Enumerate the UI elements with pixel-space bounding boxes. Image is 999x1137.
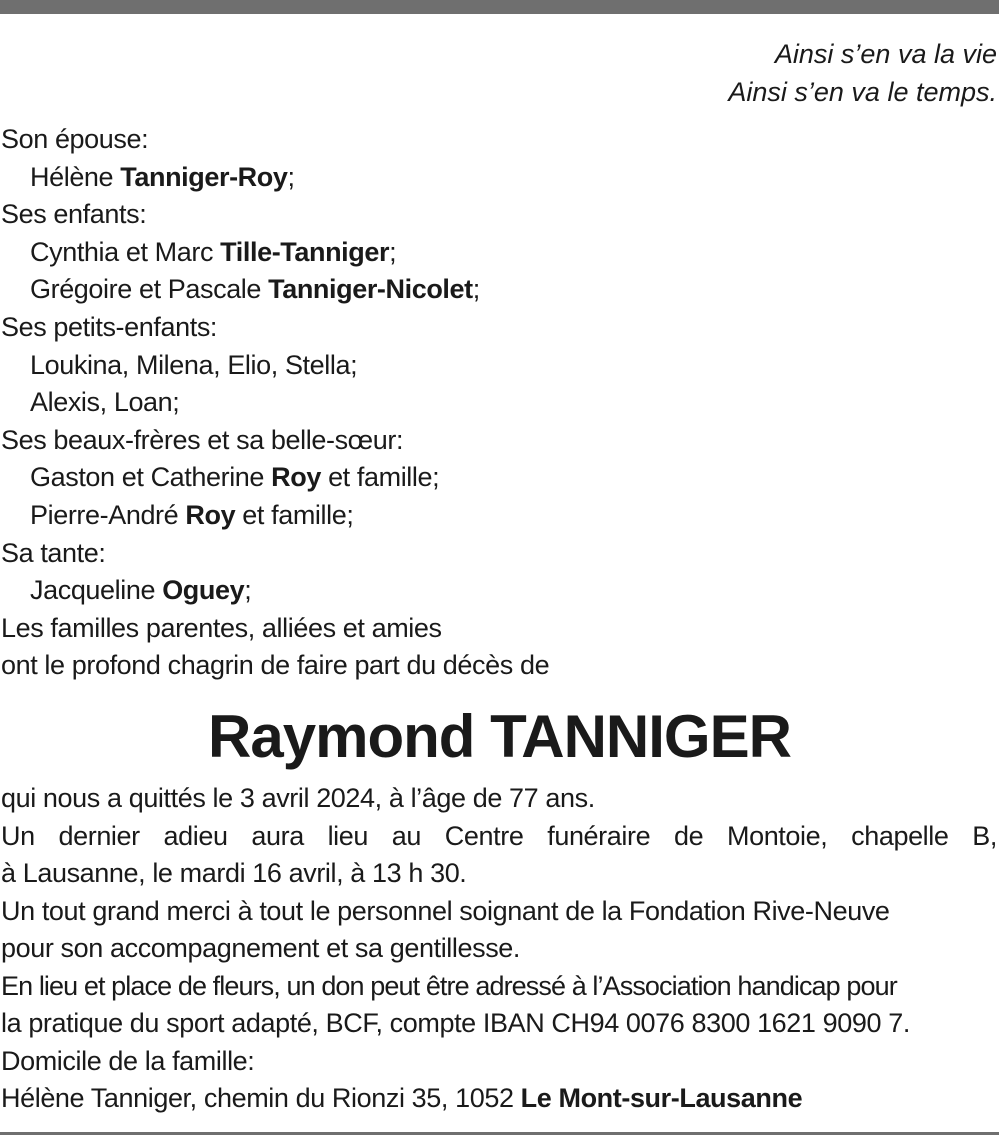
body-line-4: Un tout grand merci à tout le personnel soignant de la Fondation Rive-Neuve bbox=[1, 895, 890, 926]
child-surname: Tille-Tanniger bbox=[220, 236, 390, 267]
inlaw-surname: Roy bbox=[271, 462, 321, 493]
spouse-label: Son épouse: bbox=[1, 124, 149, 154]
spouse-surname: Tanniger-Roy bbox=[120, 161, 288, 192]
inlaw-entry-2 bbox=[1, 497, 991, 535]
epigraph bbox=[728, 35, 997, 111]
inlaw-entry-1 bbox=[1, 459, 991, 497]
spouse-first: Hélène bbox=[30, 161, 121, 192]
aunt-first: Jacqueline bbox=[30, 575, 163, 606]
epigraph-line-2: Ainsi s’en va le temps. bbox=[728, 77, 997, 107]
child-surname: Tanniger-Nicolet bbox=[268, 274, 473, 305]
child-entry-2 bbox=[1, 271, 991, 309]
body-line-1: qui nous a quittés le 3 avril 2024, à l’âge de 77 ans. bbox=[1, 783, 595, 813]
body-line-3: à Lausanne, le mardi 16 avril, à 13 h 30. bbox=[1, 858, 467, 888]
notice-body bbox=[1, 780, 997, 1118]
inlaw-surname: Roy bbox=[185, 499, 236, 530]
grandchildren-entry-1: Loukina, Milena, Elio, Stella; bbox=[30, 349, 358, 380]
aunt-entry bbox=[1, 572, 991, 610]
grandchildren-entry-2: Alexis, Loan; bbox=[30, 387, 180, 418]
aunt-surname: Oguey bbox=[162, 575, 245, 606]
epigraph-line-1: Ainsi s’en va la vie bbox=[774, 39, 997, 69]
body-line-6: En lieu et place de fleurs, un don peut être adressé à l’Association handicap pour bbox=[1, 970, 897, 1001]
grandchildren-label: Ses petits-enfants: bbox=[1, 311, 218, 342]
semicolon: ; bbox=[472, 274, 480, 305]
family-list bbox=[1, 121, 991, 685]
address-line bbox=[1, 1080, 997, 1118]
top-rule bbox=[0, 0, 999, 14]
bottom-rule bbox=[0, 1132, 999, 1135]
inlaw-first: Gaston et Catherine bbox=[30, 462, 272, 493]
families-line: Les familles parentes, alliées et amies bbox=[1, 612, 442, 643]
body-line-8: Domicile de la famille: bbox=[1, 1045, 255, 1076]
body-line-5: pour son accompagnement et sa gentillesse. bbox=[1, 933, 521, 963]
children-label: Ses enfants: bbox=[1, 199, 147, 230]
semicolon: ; bbox=[389, 236, 397, 267]
body-line-7: la pratique du sport adapté, BCF, compte IBAN CH94 0076 8300 1621 9090 7. bbox=[1, 1008, 910, 1038]
child-first: Grégoire et Pascale bbox=[30, 274, 269, 305]
inlaw-suffix: et famille; bbox=[320, 462, 440, 493]
inlaw-first: Pierre-André bbox=[30, 499, 186, 530]
child-entry-1 bbox=[1, 234, 991, 272]
address-prefix: Hélène Tanniger, chemin du Rionzi 35, 1052 bbox=[1, 1083, 521, 1113]
inlaw-suffix: et famille; bbox=[235, 499, 354, 530]
address-town: Le Mont-sur-Lausanne bbox=[520, 1083, 803, 1113]
semicolon: ; bbox=[244, 575, 252, 606]
inlaws-label: Ses beaux-frères et sa belle-sœur: bbox=[1, 424, 404, 455]
semicolon: ; bbox=[287, 161, 295, 192]
announce-line: ont le profond chagrin de faire part du décès de bbox=[1, 650, 550, 681]
child-first: Cynthia et Marc bbox=[30, 236, 221, 267]
spouse-entry bbox=[1, 159, 991, 197]
body-line-2: Un dernier adieu aura lieu au Centre funéraire de Montoie, chapelle B, bbox=[1, 820, 997, 851]
deceased-name: Raymond TANNIGER bbox=[208, 703, 791, 770]
aunt-label: Sa tante: bbox=[1, 537, 106, 568]
